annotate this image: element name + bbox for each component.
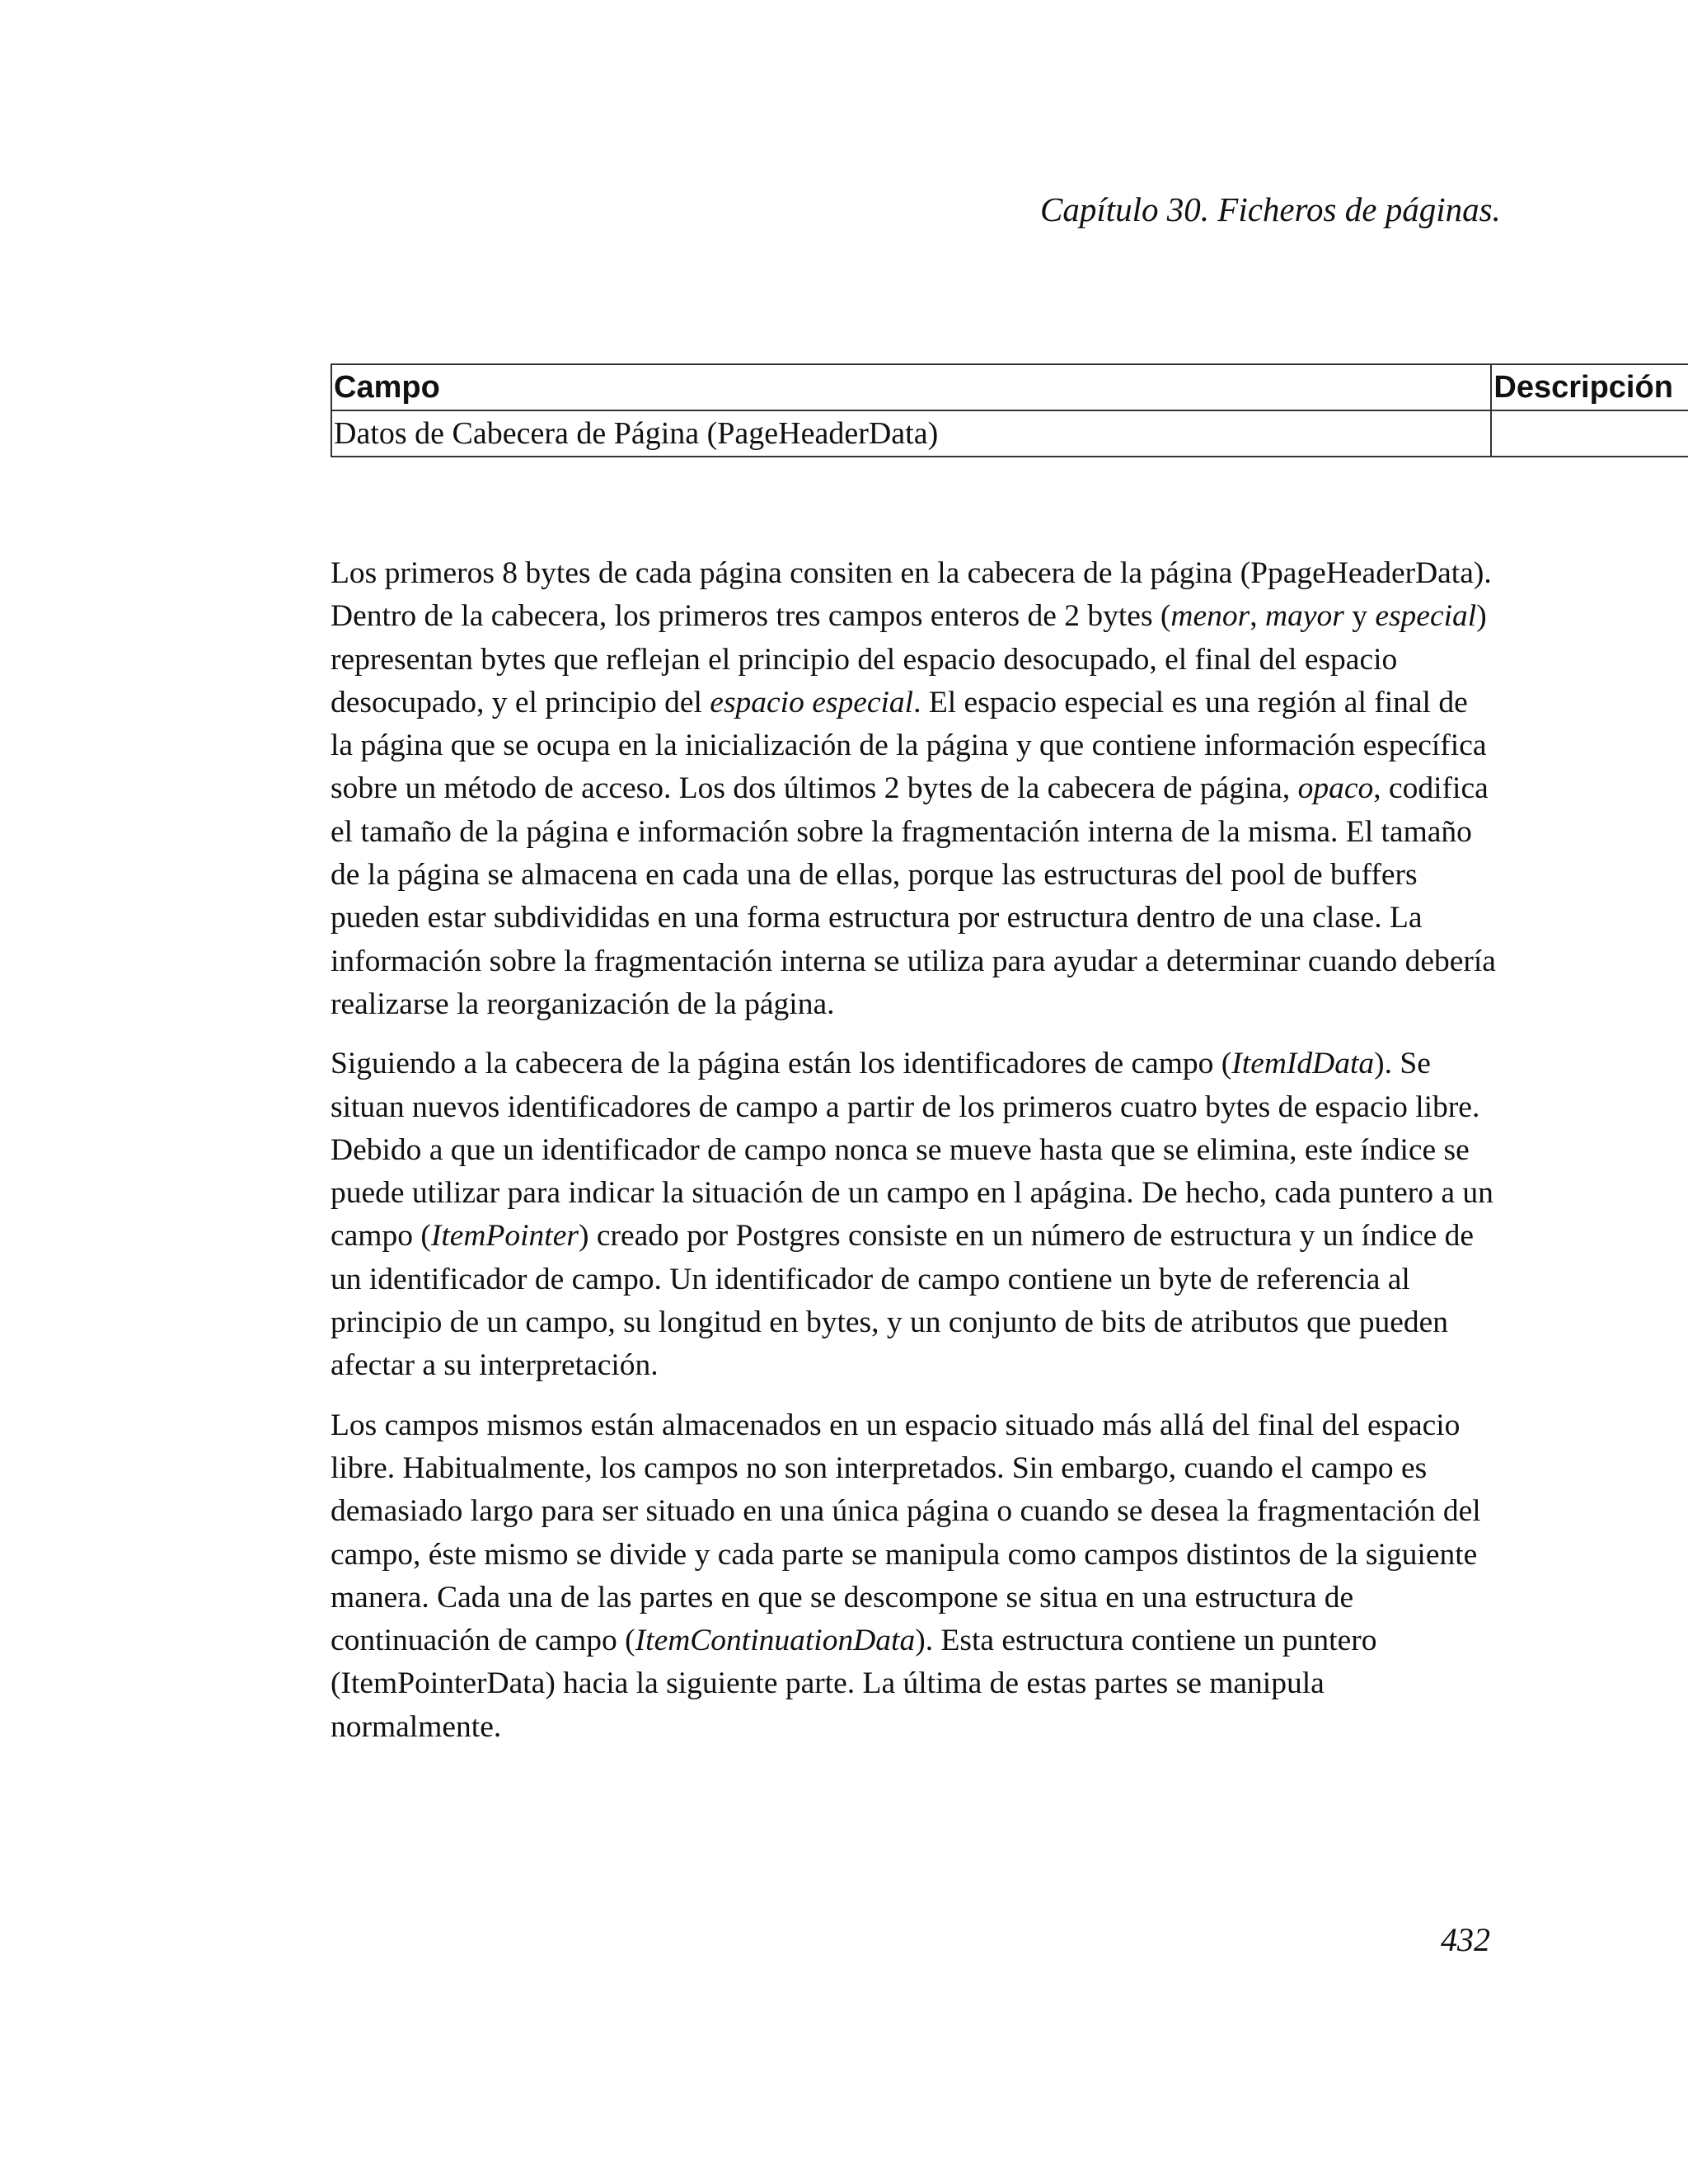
body-text bbox=[331, 552, 1497, 1765]
text-segment: ) creado por Postgres consiste en un número de estructura y un índice de un identificador de campo. Un identificador de campo contiene un byte de referencia al principio de un campo, su longitud en bytes, y un conjunto de bits de atributos que pueden afectar a su interpretación. bbox=[331, 1219, 1475, 1383]
text-segment: Siguiendo a la cabecera de la página están los identificadores de campo ( bbox=[331, 1047, 1232, 1081]
term-opaco: opaco bbox=[1297, 771, 1374, 806]
paragraph-page-header bbox=[331, 552, 1497, 1026]
table-row bbox=[331, 410, 1688, 457]
term-menor: menor bbox=[1170, 599, 1250, 634]
fields-table bbox=[331, 363, 1688, 457]
paragraph-item-ids bbox=[331, 1043, 1497, 1387]
text-segment: ). Esta estructura contiene un puntero (ItemPointerData) hacia la siguiente parte. La última de estas partes se manipula normalmente. bbox=[331, 1624, 1377, 1744]
text-segment: ). Se situan nuevos identificadores de campo a partir de los primeros cuatro bytes de espacio libre. Debido a que un identificador de campo nonca se mueve hasta que se elimina, este índice se puede utilizar para indicar la situación de un campo en l apágina. De hecho, cada puntero a un campo ( bbox=[331, 1047, 1493, 1254]
term-mayor: mayor bbox=[1264, 599, 1344, 634]
column-header-campo: Campo bbox=[331, 364, 1491, 410]
text-segment: ) representan bytes que reflejan el principio del espacio desocupado, el final del espacio desocupado, y el principio del bbox=[331, 599, 1487, 719]
text-segment: y bbox=[1343, 599, 1376, 634]
running-header: Capítulo 30. Ficheros de páginas. bbox=[1040, 190, 1501, 228]
paragraph-items bbox=[331, 1404, 1497, 1749]
term-itemiddata: ItemIdData bbox=[1231, 1047, 1375, 1081]
text-segment: , codifica el tamaño de la página e información sobre la fragmentación interna de la misma. El tamaño de la página se almacena en cada una de ellas, porque las estructuras del pool de buffers pueden estar subdivididas en una forma estructura por estructura dentro de una clase. La información sobre la fragmentación interna se utiliza para ayudar a determinar cuando debería realizarse la reorganización de la página. bbox=[331, 771, 1496, 1021]
term-especial: especial bbox=[1375, 599, 1477, 634]
text-segment: . El espacio especial es una región al final de la página que se ocupa en la inicialización de la página y que contiene información específica sobre un método de acceso. Los dos últimos 2 bytes de la cabecera de página, bbox=[331, 685, 1487, 806]
text-segment: Los primeros 8 bytes de cada página consiten en la cabecera de la página (PpageHeaderData). Dentro de la cabecera, los primeros tres campos enteros de 2 bytes ( bbox=[331, 556, 1492, 634]
page-number: 432 bbox=[1441, 1921, 1490, 1958]
table-header-row bbox=[331, 364, 1688, 410]
term-espacio-especial: espacio especial bbox=[710, 685, 914, 719]
term-itemcontinuationdata: ItemContinuationData bbox=[635, 1624, 916, 1658]
text-segment: , bbox=[1250, 599, 1265, 634]
table-cell-campo: Datos de Cabecera de Página (PageHeaderData) bbox=[331, 410, 1491, 457]
term-itempointer: ItemPointer bbox=[430, 1219, 579, 1254]
text-segment: Los campos mismos están almacenados en un espacio situado más allá del final del espacio libre. Habitualmente, los campos no son interpretados. Sin embargo, cuando el campo es demasiado largo para ser situado en una única página o cuando se desea la fragmentación del campo, éste mismo se divide y cada parte se manipula como campos distintos de la siguiente manera. Cada una de las partes en que se descompone se situa en una estructura de continuación de campo ( bbox=[331, 1408, 1481, 1658]
column-header-descripcion: Descripción bbox=[1491, 364, 1688, 410]
table-cell-descripcion bbox=[1491, 410, 1688, 457]
